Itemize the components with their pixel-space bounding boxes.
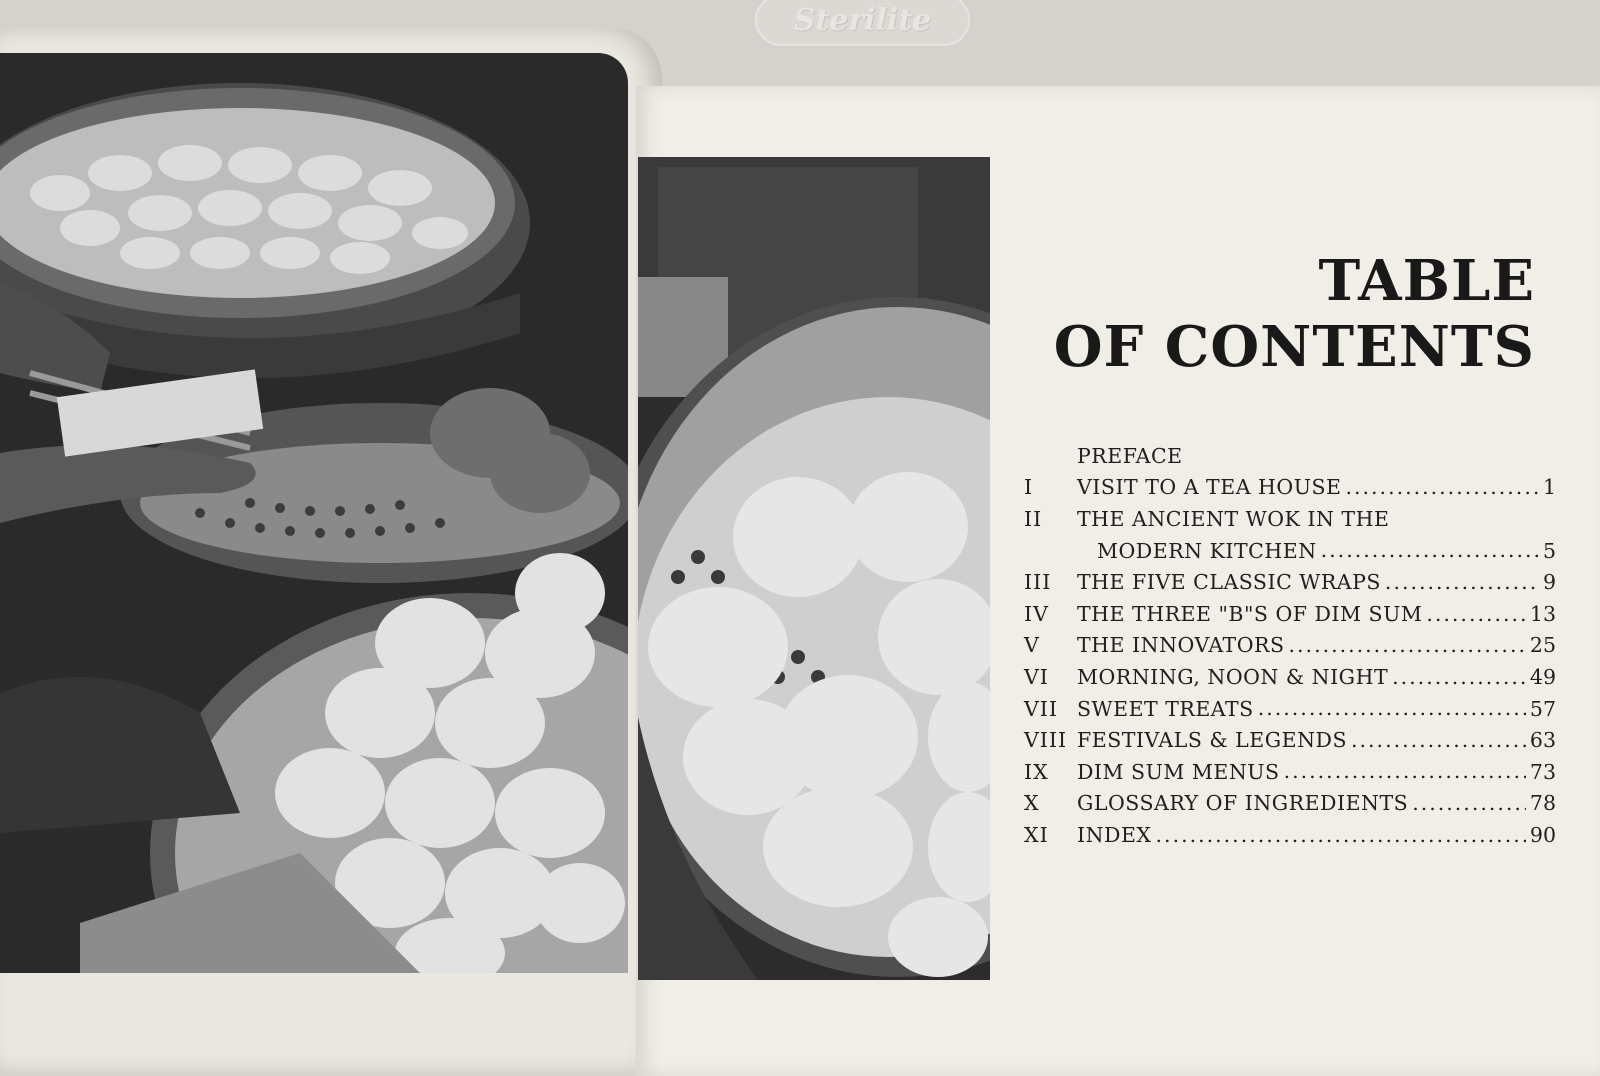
- toc-row: [1024, 566, 1556, 598]
- dot-leader: [1321, 540, 1538, 561]
- page-number: 63: [1529, 728, 1556, 753]
- page-number: 9: [1542, 570, 1556, 595]
- page-number: 78: [1529, 791, 1556, 816]
- toc-row: [1024, 788, 1556, 820]
- chapter-title: FESTIVALS & LEGENDS: [1077, 728, 1347, 753]
- chapter-number: VI: [1024, 664, 1049, 689]
- toc-list: [1024, 440, 1556, 851]
- table-of-contents-heading: [1054, 248, 1535, 380]
- chapter-title: THE FIVE CLASSIC WRAPS: [1077, 570, 1381, 595]
- chapter-number: V: [1024, 633, 1040, 658]
- page-number: 1: [1542, 475, 1556, 500]
- dot-leader: [1345, 477, 1538, 498]
- dot-leader: [1284, 761, 1526, 782]
- chapter-number: IV: [1024, 601, 1049, 626]
- page-number: 25: [1529, 633, 1556, 658]
- page-number: 57: [1529, 696, 1556, 721]
- toc-row: [1024, 630, 1556, 662]
- chapter-number: IX: [1024, 759, 1049, 784]
- chapter-number: VII: [1024, 696, 1059, 721]
- chapter-number: VIII: [1024, 728, 1068, 753]
- chapter-title: PREFACE: [1077, 443, 1183, 468]
- toc-row: [1024, 661, 1556, 693]
- heading-line-1: TABLE: [1318, 248, 1535, 314]
- chapter-number: III: [1024, 570, 1052, 595]
- page-number: 90: [1529, 822, 1556, 847]
- dot-leader: [1351, 730, 1526, 751]
- dot-leader: [1258, 698, 1526, 719]
- dot-leader: [1156, 825, 1526, 846]
- page-number: 13: [1529, 601, 1556, 626]
- steamer-buns-photo-right: [638, 157, 990, 980]
- toc-row: [1024, 535, 1556, 567]
- steamer-baskets-photo-left: [0, 53, 628, 973]
- toc-row: [1024, 724, 1556, 756]
- chapter-title: INDEX: [1077, 822, 1152, 847]
- toc-row: [1024, 503, 1556, 535]
- toc-row: [1024, 819, 1556, 851]
- sterilite-watermark: Sterilite: [755, 0, 970, 46]
- chapter-title: VISIT TO A TEA HOUSE: [1077, 475, 1342, 500]
- page-number: 49: [1529, 664, 1556, 689]
- dot-leader: [1385, 572, 1538, 593]
- heading-line-2: OF CONTENTS: [1053, 314, 1535, 380]
- toc-row: [1024, 756, 1556, 788]
- chapter-title: THE ANCIENT WOK IN THE: [1077, 506, 1390, 531]
- chapter-number: X: [1024, 791, 1040, 816]
- dot-leader: [1289, 635, 1526, 656]
- toc-row: [1024, 693, 1556, 725]
- toc-row: [1024, 598, 1556, 630]
- chapter-title: DIM SUM MENUS: [1077, 759, 1280, 784]
- toc-row: [1024, 472, 1556, 504]
- chapter-title: GLOSSARY OF INGREDIENTS: [1077, 791, 1409, 816]
- chapter-title: SWEET TREATS: [1077, 696, 1254, 721]
- dot-leader: [1426, 604, 1526, 625]
- page-number: 5: [1542, 538, 1556, 563]
- chapter-number: XI: [1024, 822, 1049, 847]
- dot-leader: [1412, 793, 1526, 814]
- chapter-title: MODERN KITCHEN: [1097, 538, 1317, 563]
- chapter-title: THE THREE "B"S OF DIM SUM: [1077, 601, 1423, 626]
- chapter-title: MORNING, NOON & NIGHT: [1077, 664, 1389, 689]
- chapter-title: THE INNOVATORS: [1077, 633, 1285, 658]
- toc-row: [1024, 440, 1556, 472]
- dot-leader: [1392, 667, 1526, 688]
- chapter-number: II: [1024, 506, 1043, 531]
- chapter-number: I: [1024, 475, 1034, 500]
- page-number: 73: [1529, 759, 1556, 784]
